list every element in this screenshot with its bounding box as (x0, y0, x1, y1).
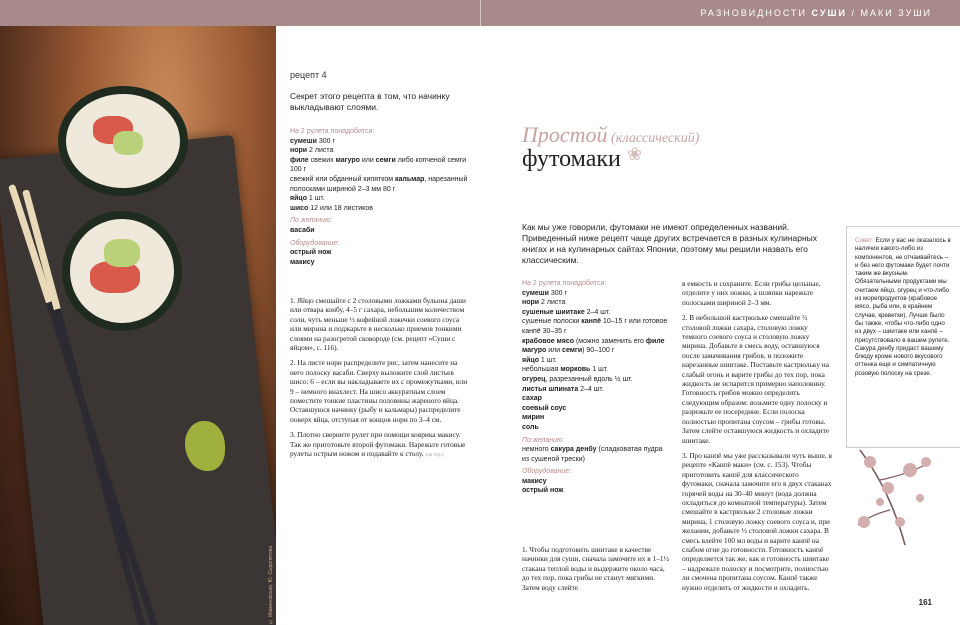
right-steps-col2 (682, 279, 832, 592)
section-heading: РАЗНОВИДНОСТИ СУШИ / МАКИ ЗУШИ (700, 8, 932, 18)
right-step-1: 1. Чтобы подготовить шиитаке в качестве начинки для суши, сначала замочите их в 1–1½ стакана теплой воды и выдержите около часа, до тех пор, пока грибы не станут мягкими. Затем воду слейте (522, 545, 669, 592)
step-3: 3. Плотно сверните рулет при помощи коврика макису. Так же приготовьте второй футомаки. Нарежьте готовые рулеты острым ножом и подавайте к столу. (по стр.) (290, 430, 466, 459)
ingredient-item: шисо 12 или 18 листиков (290, 204, 373, 212)
ingredient-item: соль (522, 423, 539, 431)
spread-divider (480, 0, 481, 26)
optional-item: немного сакура денбу (сладковатая пудра из сушеной трески) (522, 446, 663, 463)
ingredient-item: крабовое мясо (можно заменить его филе магуро или семги) 90–100 г (522, 337, 665, 355)
ingredient-item: нори 2 листа (290, 147, 334, 155)
equipment-item: макису (522, 477, 547, 485)
sushi-roll-top (58, 86, 188, 196)
need-label: На 2 рулета понадобится: (290, 128, 375, 135)
optional-item: васаби (290, 226, 315, 234)
tip-text: Если у вас не оказалось в наличии какого-либо из компонентов, не отчаивайтесь – и без него футомаки будет почти таким же вкусным. Обязательными продуктами мы считаем яйцо, огурец и что-либо из морепродуктов (крабовое мясо, рыба или, в крайнем случае, креветки). Лучше было бы также, чтобы что-либо одно из двух – шиитаке или канпё – присутствовало в вашем рулете. Сакура денбу придаст вашему блюду кроме нового вкусового оттенка еще и симпатичную розовую полоску на срезе. (855, 237, 951, 377)
ingredient-item: свежий или обданный кипятком кальмар, нарезанный полосками шириной 2–3 мм 80 г (290, 175, 468, 193)
tip-sidebar (846, 226, 960, 448)
ingredient-item: яйцо 1 шт. (290, 195, 325, 203)
equipment-label: Оборудование: (290, 239, 340, 247)
ingredient-item: филе свежих магуро или семги либо копченой семги 100 г (290, 156, 467, 174)
ingredient-list (290, 137, 470, 214)
optional-label: По желанию: (290, 217, 333, 225)
step-2: 2. В небольшой кастрюльке смешайте ½ столовой ложки сахара, столовую ложку темного соевого соуса и столовую ложку мирина. Добавьте в смесь воду, оставшуюся после замачивания грибов, и положите нарезанные шиитаке. Поставьте кастрюльку на слабый огонь и варите грибы до тех пор, пока жидкость не испарится примерно наполовину. Готовность грибов можно определить следующим образом: возьмите одну полоску и разрежьте ее посередине. Если полоска полностью пропитана соусом – грибы готовы. Затем слейте оставшуюся жидкость и охладите шиитаке. (682, 313, 830, 445)
slate-plate (0, 135, 276, 625)
ingredient-item: нори 2 листа (522, 299, 566, 307)
equipment-item: острый нож (290, 249, 332, 257)
sushi-roll-bottom (62, 211, 182, 331)
left-steps (290, 296, 470, 461)
recipe-title-main: Простой (классический) (522, 122, 700, 147)
equipment-label: Оборудование: (522, 468, 572, 476)
step-1: 1. Яйцо смешайте с 2 столовыми ложками бульона даши или отвара конбу, 4–5 г сахара, небольшим количеством соли, чуть меньше ½ кофейной ложечки соевого соуса или мирина и поджарьте в несколько приемов тонкими слоями на разогретой сковороде (см. рецепт «Суши с яйцом», с. 116). (290, 296, 466, 353)
ingredient-item: небольшая морковь 1 шт. (522, 366, 609, 374)
left-ingredients (290, 127, 470, 267)
ingredient-list (522, 289, 670, 433)
ingredient-item: листья шпината 2–4 шт. (522, 385, 604, 393)
flower-icon: ❀ (627, 144, 643, 164)
ingredient-item: сумеши 300 г (290, 137, 336, 145)
right-ingredients (522, 279, 670, 496)
ingredient-item: сушеные шиитаке 2–4 шт. (522, 308, 611, 316)
ingredient-item: яйцо 1 шт. (522, 356, 557, 364)
equipment-item: макису (290, 258, 315, 266)
need-label: На 2 рулета понадобится: (522, 280, 607, 287)
top-banner (0, 0, 960, 26)
equipment-item: острый нож (522, 487, 564, 495)
step-2: 2. На листе нори распределите рис, затем нанесите на него полоску васаби. Сверху выложите слой листьев шисо: 6 – если вы накладываете их с промежутками, или 9 – немного внахлест. На шисо аккуратным слоем поместите тонкие пластины половины жареного яйца. Оставшуюся начинку (рыбу и кальмары) распределите поверх яйца, отступая от концов нори по 3–4 см. (290, 358, 468, 424)
recipe-lead: Как мы уже говорили, футомаки не имеют определенных названий. Приведенный ниже рецепт чаще других встречается в разных кулинарных книгах и на кулинарных сайтах Японии, поэтому мы решили назвать его классическим. (522, 222, 817, 265)
optional-label: По желанию: (522, 436, 565, 444)
ingredient-item: мирин (522, 414, 545, 422)
ingredient-item: соевый соус (522, 404, 567, 412)
step-3: 3. Про канпё мы уже рассказывали чуть выше, в рецепте «Канпё маки» (см. с. 153). Чтобы приготовить канпё для классического футомаки, сначала замочите его в двух стаканах горячей воды на 30–40 минут (вода должна охладиться до комнатной температуры). Затем смешайте в кастрюльке 2 столовые ложки мирина, 1 столовую ложку соевого соуса и, при желании, добавьте ½ столовой ложки сахара. В смесь влейте 100 мл воды и варите канпё на слабом огне до готовности. Готовность канпё определяется так же, как и готовность шиитаке – надрежьте полоску и посмотрите, полностью ли смоченa пропитана соусом. Канпё также нужно отделить от жидкости и охладить. (682, 450, 832, 592)
ingredient-item: сумеши 300 г (522, 289, 568, 297)
recipe-intro: Секрет этого рецепта в том, что начинку выкладывают слоями. (290, 91, 450, 112)
wasabi (185, 421, 225, 471)
ingredient-item: сушеные полоски канпё 10–15 г или готовое канпё 30–35 г (522, 318, 668, 335)
tip-heading: Совет: (855, 237, 874, 244)
step-cont: в емкость и сохраните. Если грибы цельные, отделите у них ножки, а шляпки нарежьте полосками шириной 2–3 мм. (682, 279, 821, 307)
sakura-branch-icon (850, 440, 940, 550)
photo-credit: © Мамоновская, Ю. Сыропятова (268, 546, 274, 625)
sushi-photo (0, 26, 276, 625)
recipe-title-name: футомаки (522, 146, 621, 172)
page-number: 161 (918, 598, 932, 607)
recipe-number: рецепт 4 (290, 70, 327, 80)
ingredient-item: сахар (522, 395, 542, 403)
ingredient-item: огурец, разрезанный вдоль ½ шт. (522, 375, 633, 383)
